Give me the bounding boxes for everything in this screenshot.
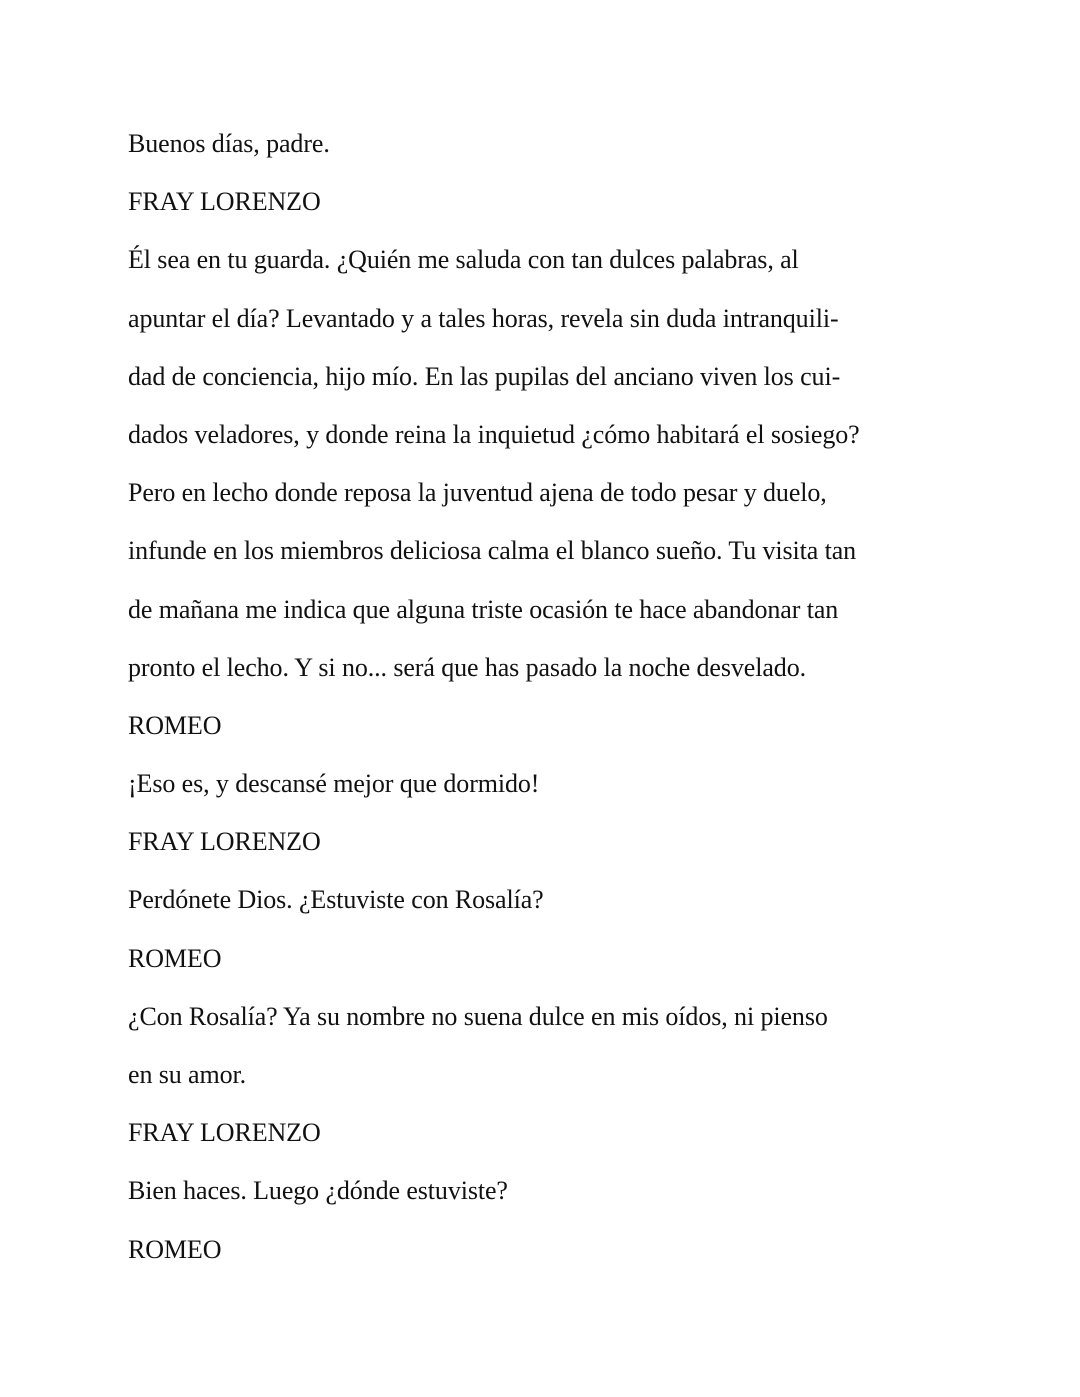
dialogue-line: Perdónete Dios. ¿Estuviste con Rosalía? — [128, 885, 544, 915]
dialogue-line: Pero en lecho donde reposa la juventud ajena de todo pesar y duelo, — [128, 478, 827, 508]
speaker-name: ROMEO — [128, 943, 222, 973]
speaker-name: FRAY LORENZO — [128, 1118, 321, 1148]
dialogue-line: Buenos días, padre. — [128, 129, 330, 158]
document-page — [128, 115, 948, 1279]
dialogue-line: en su amor. — [128, 1060, 247, 1089]
dialogue-line: infunde en los miembros deliciosa calma el blanco sueño. Tu visita tan — [128, 536, 857, 566]
dialogue-line: dad de conciencia, hijo mío. En las pupilas del anciano viven los cui- — [128, 361, 841, 391]
dialogue-line: dados veladores, y donde reina la inquietud ¿cómo habitará el sosiego? — [128, 419, 860, 449]
dialogue-line: pronto el lecho. Y si no... será que has pasado la noche desvelado. — [128, 652, 806, 682]
dialogue-line: Bien haces. Luego ¿dónde estuviste? — [128, 1176, 508, 1206]
speaker-name: FRAY LORENZO — [128, 827, 321, 857]
dialogue-line: Él sea en tu guarda. ¿Quién me saluda con tan dulces palabras, al — [128, 245, 799, 275]
dialogue-line: de mañana me indica que alguna triste ocasión te hace abandonar tan — [128, 594, 839, 624]
speaker-name: FRAY LORENZO — [128, 187, 321, 217]
speaker-name: ROMEO — [128, 710, 222, 740]
dialogue-line: ¡Eso es, y descansé mejor que dormido! — [128, 769, 540, 799]
speaker-name: ROMEO — [128, 1234, 222, 1264]
dialogue-line: apuntar el día? Levantado y a tales horas, revela sin duda intranquili- — [128, 303, 839, 333]
dialogue-line: ¿Con Rosalía? Ya su nombre no suena dulce en mis oídos, ni pienso — [128, 1001, 828, 1031]
